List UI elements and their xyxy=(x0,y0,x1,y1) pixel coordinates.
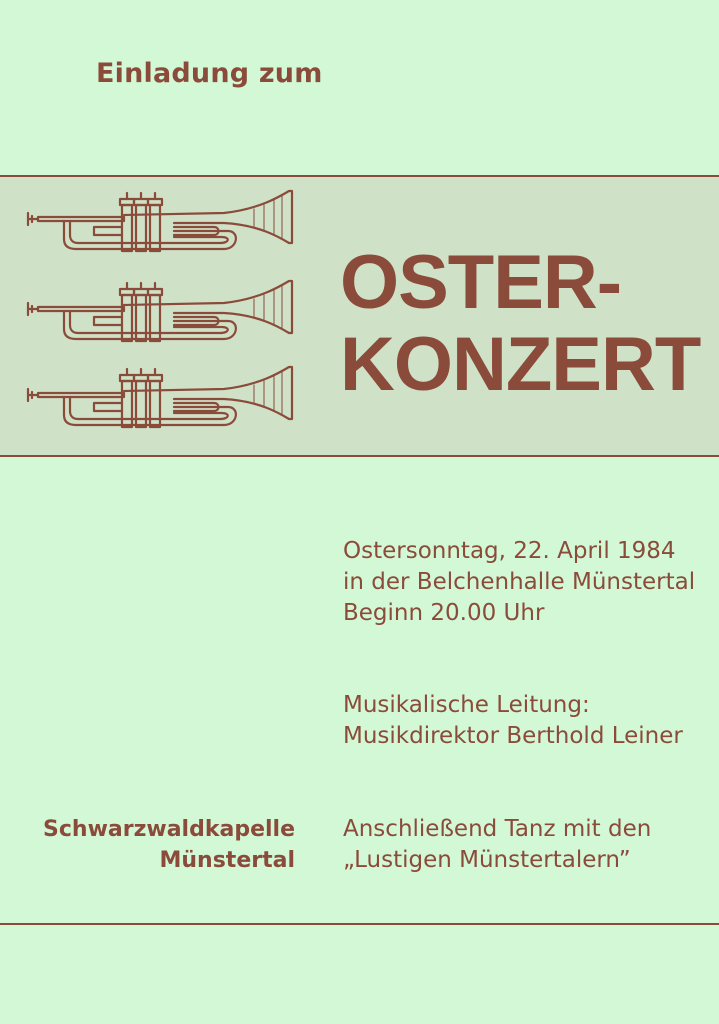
event-start-time: Beginn 20.00 Uhr xyxy=(343,600,545,626)
performer-name xyxy=(43,814,295,876)
performer-line-2: Münstertal xyxy=(159,848,295,873)
concert-title-line-1: OSTER- xyxy=(340,240,622,325)
concert-title-line-2: KONZERT xyxy=(340,322,701,407)
dance-line-2: „Lustigen Münstertalern” xyxy=(343,847,631,873)
invitation-heading: Einladung zum xyxy=(96,58,323,89)
performer-line-1: Schwarzwaldkapelle xyxy=(43,817,295,842)
trumpet-icon xyxy=(28,191,292,251)
trumpet-icon xyxy=(28,281,292,341)
title-band xyxy=(0,175,719,457)
event-details xyxy=(343,536,695,629)
director-name: Musikdirektor Berthold Leiner xyxy=(343,723,683,749)
trumpets-illustration xyxy=(24,187,304,449)
event-date: Ostersonntag, 22. April 1984 xyxy=(343,538,676,564)
dance-info xyxy=(343,814,651,876)
musical-direction xyxy=(343,690,683,752)
direction-label: Musikalische Leitung: xyxy=(343,692,590,718)
event-venue: in der Belchenhalle Münstertal xyxy=(343,569,696,595)
trumpet-icon xyxy=(28,367,292,427)
dance-line-1: Anschließend Tanz mit den xyxy=(343,816,652,842)
bottom-divider xyxy=(0,923,719,925)
